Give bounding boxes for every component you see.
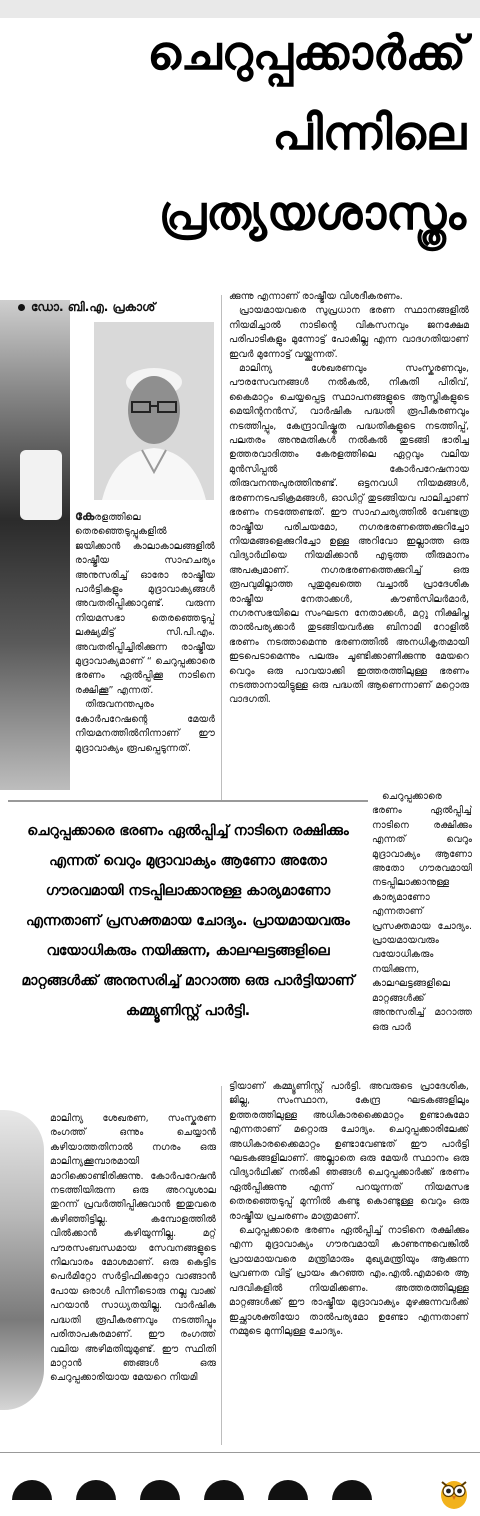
paragraph: പ്രായമായവരെ സുപ്രധാന ഭരണ സ്ഥാനങ്ങളിൽ നിയമിച്ചാൽ നാടിന്റെ വികസനവും ജനക്ഷേമ പരിപാടികളും മുന്നോട്ട് പോകില്ല എന്ന വാദഗതിയാണ് ഇവർ മുന്നോട്ട് വയ്ക്കുന്നത്.: [229, 305, 469, 360]
headline-line-1: ചെറുപ്പക്കാർക്ക്: [147, 26, 466, 81]
paragraph: ചെറുപ്പക്കാരെ ഭരണം ഏൽപ്പിച്ച് നാടിനെ രക്ഷിക്കും എന്ന മുദ്രാവാക്യം ഗൗരവമായി കാണുന്നുവെങ്കിൽ പ്രായമായവരെ മന്ത്രിമാരും മുഖ്യമന്ത്രിയും ആക്കുന്ന പ്രവണത വിട്ട് പ്രായം കുറഞ്ഞ എം.എൽ.എമാരെ ആ പദവികളിൽ നിയമിക്കണം. അത്തരത്തിലുള്ള മാറ്റങ്ങൾക്ക് ഈ രാഷ്ട്രീയ മുദ്രാവാക്യം മുഴക്കുന്നവർക്ക് ഇച്ഛാശക്തിയോ താൽപര്യമോ ഉണ്ടോ എന്നതാണ് നമ്മുടെ മുന്നിലുള്ള ചോദ്യം.: [229, 1225, 469, 1337]
pull-quote-text: ചെറുപ്പക്കാരെ ഭരണം ഏൽപ്പിച്ച് നാടിനെ രക്ഷിക്കും എന്നത് വെറും മുദ്രാവാക്യം ആണോ അതോ ഗൗരവമായി നടപ്പിലാക്കാനുള്ള കാര്യമാണോ എന്നതാണ് പ്രസക്തമായ ചോദ്യം. പ്രായമായവരും വയോധികരും നയിക്കുന്ന, കാലഘട്ടങ്ങളിലെ മാറ്റങ്ങൾക്ക് അനുസരിച്ച് മാറാത്ത ഒരു പാർട്ടിയാണ് കമ്മ്യൂണിസ്റ്റ് പാർട്ടി.: [21, 823, 355, 1019]
paragraph: ട്ടിയാണ് കമ്മ്യൂണിസ്റ്റ് പാർട്ടി. അവരുടെ പ്രാദേശിക, ജില്ല, സംസ്ഥാന, കേന്ദ്ര ഘടകങ്ങളിലും ഉത്തരത്തിലുള്ള അധികാരക്കൈമാറ്റം ഉണ്ടാകുമോ എന്നതാണ് മറ്റൊരു ചോദ്യം. ചെറുപ്പക്കാരിലേക്ക് അധികാരക്കൈമാറ്റം ഉണ്ടാവേണ്ടത് ഈ പാർട്ടി ഘടകങ്ങളിലാണ്. അല്ലാതെ ഒരു മേയർ സ്ഥാനം ഒരു വിദ്യാർഥിക്ക് നൽകി ഞങ്ങൾ ചെറുപ്പക്കാർക്ക് ഭരണം ഏൽപ്പിക്കുന്നു എന്ന് പറയുന്നത് നിയമസഭ തെരഞ്ഞെടുപ്പ് മുന്നിൽ കണ്ടു കൊണ്ടുള്ള വെറും ഒരു രാഷ്ട്രീയ പ്രചരണം മാത്രമാണ്.: [229, 1081, 469, 1222]
paragraph: ചെറുപ്പക്കാരെ ഭരണം ഏൽപ്പിച്ച് നാടിനെ രക്ഷിക്കും എന്നത് വെറും മുദ്രാവാക്യം ആണോ അതോ ഗൗരവമായി നടപ്പിലാക്കാനുള്ള കാര്യമാണോ എന്നതാണ് പ്രസക്തമായ ചോദ്യം. പ്രായമായവരും വയോധികരും നയിക്കുന്ന, കാലഘട്ടങ്ങളിലെ മാറ്റങ്ങൾക്ക് അനുസരിച്ച് മാറാത്ത ഒരു പാർ: [372, 791, 472, 1033]
headline: [0, 14, 466, 254]
article-column-2-continued: [229, 1080, 469, 1440]
author-name: ഡോ. ബി.എ. പ്രകാശ്: [31, 300, 156, 314]
cropped-photo-left-lower: [0, 1110, 44, 1410]
bullet-icon: [18, 304, 25, 311]
paragraph: മാലിന്യ ശേഖരണവും സംസ്കരണവും, പൗരസേവനങ്ങൾ നൽകൽ, നികുതി പിരിവ്, കൈമാറ്റം ചെയ്യപ്പെട്ട സ്ഥാപനങ്ങളുടെ ആസ്തികളുടെ മെയിന്റനൻസ്, വാർഷിക പദ്ധതി രൂപീകരണവും നടത്തിപ്പും, കേന്ദ്രാവിഷ്കൃത പദ്ധതികളുടെ നടത്തിപ്പ്, പലതരം അനുമതികൾ നൽകൽ തുടങ്ങി ഭാരിച്ച ഉത്തരവാദിത്തം കേരളത്തിലെ ഏറ്റവും വലിയ മുൻസിപ്പൽ കോർപറേഷനായ തിരുവനന്തപുരത്തിനുണ്ട്. ഒട്ടനവധി നിയമങ്ങൾ, ഭരണനടപടിക്രമങ്ങൾ, ഓഡിറ്റ് തുടങ്ങിയവ പാലിച്ചാണ് ഭരണം നടത്തേണ്ടത്. ഈ സാഹചര്യത്തിൽ വേണ്ടത്ര രാഷ്ട്രീയ പരിചയമോ, നഗരഭരണത്തെക്കുറിച്ചോ നിയമങ്ങളെക്കുറിച്ചോ ഉള്ള അറിവോ ഇല്ലാത്ത ഒരു വിദ്യാർഥിയെ നിയമിക്കാൻ എടുത്ത തീരുമാനം അപക്വമാണ്. നഗരഭരണത്തെക്കുറിച്ച് ഒരു രൂപവുമില്ലാത്ത പുതുമുഖത്തെ വച്ചാൽ പ്രാദേശിക രാഷ്ട്രീയ നേതാക്കൾ, കൗൺസിലർമാർ, നഗരസഭയിലെ സംഘടന നേതാക്കൾ, മറ്റു നിക്ഷിപ്ത താൽപര്യക്കാർ തുടങ്ങിയവർക്കു ബിനാമി റോളിൽ ഭരണം നടത്താമെന്നു ഭരണത്തിൽ അനധികൃതമായി ഇടപെടാമെന്നും പലരും ചൂണ്ടിക്കാണിക്കുന്നു മേയറെ വെറും ഒരു പാവയാക്കി ഇത്തരത്തിലുള്ള ഭരണം നടത്താനായിട്ടുള്ള ഒരു പദ്ധതി ആണെന്നാണ് മറ്റൊരു വാദഗതി.: [229, 363, 469, 706]
bottom-rule: [0, 1452, 480, 1453]
paragraph: തിരുവനന്തപുരം കോർപറേഷന്റെ മേയർ നിയമനത്തിൽനിന്നാണ് ഈ മുദ്രാവാക്യം രൂപപ്പെടുന്നത്.: [75, 699, 215, 754]
paragraph: ക്കുന്നു എന്നാണ് രാഷ്ട്രീയ വിശദീകരണം.: [229, 291, 403, 302]
article-column-3: [50, 1112, 216, 1412]
pull-quote: [8, 800, 368, 1086]
headline-line-2: പിന്നിലെ: [272, 106, 466, 161]
drop-cap: കേ: [75, 510, 95, 524]
next-headline-strip: [0, 1480, 440, 1500]
article-column-narrow: [372, 790, 472, 1080]
paragraph: കേരളത്തിലെ തെരഞ്ഞെടുപ്പുകളിൽ ജയിക്കാൻ കാലാകാലങ്ങളിൽ രാഷ്ട്രീയ സാഹചര്യം അനുസരിച്ച് ഓരോ രാഷ്ട്രീയ പാർട്ടികളും മുദ്രാവാക്യങ്ങൾ അവതരിപ്പിക്കാറുണ്ട്. വരുന്ന നിയമസഭാ തെരഞ്ഞെടുപ്പ് ലക്ഷ്യമിട്ട് സി.പി.എം. അവതരിപ്പിച്ചിരിക്കുന്ന രാഷ്ട്രീയ മുദ്രാവാക്യമാണ് “ ചെറുപ്പക്കാരെ ഭരണം ഏൽപ്പിക്കൂ നാടിനെ രക്ഷിക്കൂ” എന്നത്.: [75, 510, 215, 696]
byline: [18, 300, 218, 315]
cropped-photo-left: [0, 300, 70, 790]
author-portrait: [94, 322, 214, 500]
article-column-1: [75, 510, 215, 756]
portrait-illustration: [94, 322, 214, 500]
owl-logo-icon: [438, 1476, 470, 1510]
headline-line-3: പ്രത്യയശാസ്ത്രം: [158, 186, 466, 241]
paragraph: മാലിന്യ ശേഖരണ, സംസ്കരണ രംഗത്ത് ഒന്നും ചെയ്യാൻ കഴിയാത്തതിനാൽ നഗരം ഒരു മാലിന്യക്കൂമ്പാരമായി മാറിക്കൊണ്ടിരിക്കുന്നു. കോർപറേഷൻ നടത്തിയിരുന്ന ഒരു അറവുശാല തുറന്ന് പ്രവർത്തിപ്പിക്കുവാൻ ഇതുവരെ കഴിഞ്ഞിട്ടില്ല. കമ്പോളത്തിൽ വിൽക്കാൻ കഴിയുന്നില്ല. മറ്റ് പൗരസംബന്ധമായ സേവനങ്ങളുടെ നിലവാരം മോശമാണ്. ഒരു കെട്ടിട പെർമിറ്റോ സർട്ടിഫിക്കറ്റോ വാങ്ങാൻ പോയ ഒരാൾ പിന്നീടൊരു നല്ല വാക്ക് പറയാൻ സാധ്യതയില്ല. വാർഷിക പദ്ധതി രൂപീകരണവും നടത്തിപ്പും പരിതാപകരമാണ്. ഈ രംഗത്ത് വലിയ അഴിമതിയുമുണ്ട്. ഈ സ്ഥിതി മാറ്റാൻ ഞങ്ങൾ ഒരു ചെറുപ്പക്കാരിയായ മേയറെ നിയമി: [50, 1113, 216, 1384]
